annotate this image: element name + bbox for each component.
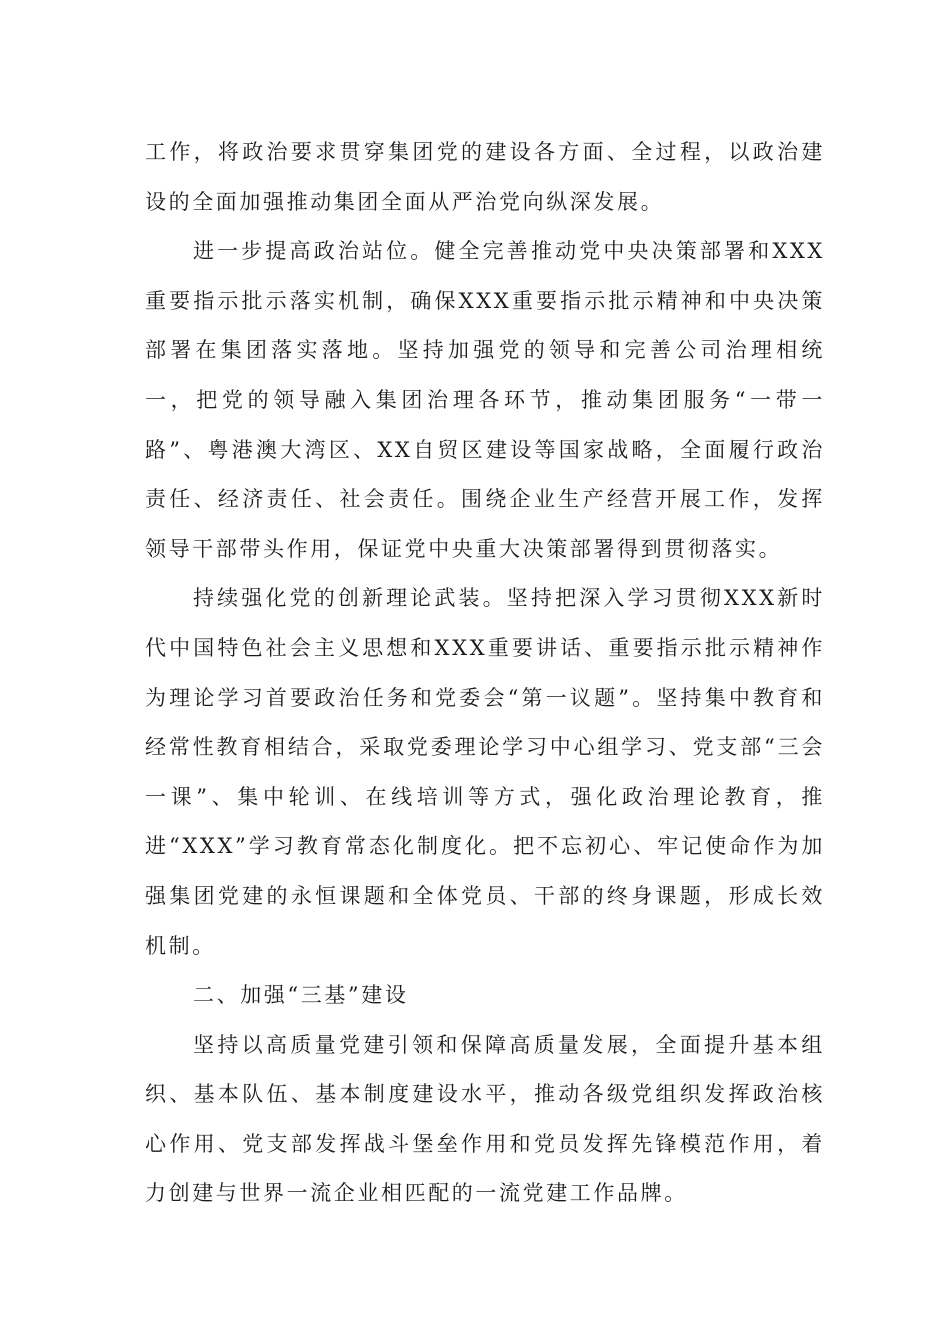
paragraph-political-stance: 进一步提高政治站位。健全完善推动党中央决策部署和XXX重要指示批示落实机制，确保XXX重要指示批示精神和中央决策部署在集团落实落地。坚持加强党的领导和完善公司治理相统一，把党的领导融入集团治理各环节，推动集团服务“一带一路”、粤港澳大湾区、XX自贸区建设等国家战略，全面履行政治责任、经济责任、社会责任。围绕企业生产经营开展工作，发挥领导干部带头作用，保证党中央重大决策部署得到贯彻落实。 [145,239,825,561]
paragraph-theory-study: 持续强化党的创新理论武装。坚持把深入学习贯彻XXX新时代中国特色社会主义思想和XXX重要讲话、重要指示批示精神作为理论学习首要政治任务和党委会“第一议题”。坚持集中教育和经常性教育相结合，采取党委理论学习中心组学习、党支部“三会一课”、集中轮训、在线培训等方式，强化政治理论教育，推进“XXX”学习教育常态化制度化。把不忘初心、牢记使命作为加强集团党建的永恒课题和全体党员、干部的终身课题，形成长效机制。 [145,586,825,958]
section-heading-three-basics: 二、加强“三基”建设 [193,983,409,1008]
paragraph-three-basics: 坚持以高质量党建引领和保障高质量发展，全面提升基本组织、基本队伍、基本制度建设水平，推动各级党组织发挥政治核心作用、党支部发挥战斗堡垒作用和党员发挥先锋模范作用，着力创建与世界一流企业相匹配的一流党建工作品牌。 [145,1032,825,1206]
document-body [145,128,825,1219]
paragraph-continuation: 工作，将政治要求贯穿集团党的建设各方面、全过程，以政治建设的全面加强推动集团全面从严治党向纵深发展。 [145,140,825,214]
